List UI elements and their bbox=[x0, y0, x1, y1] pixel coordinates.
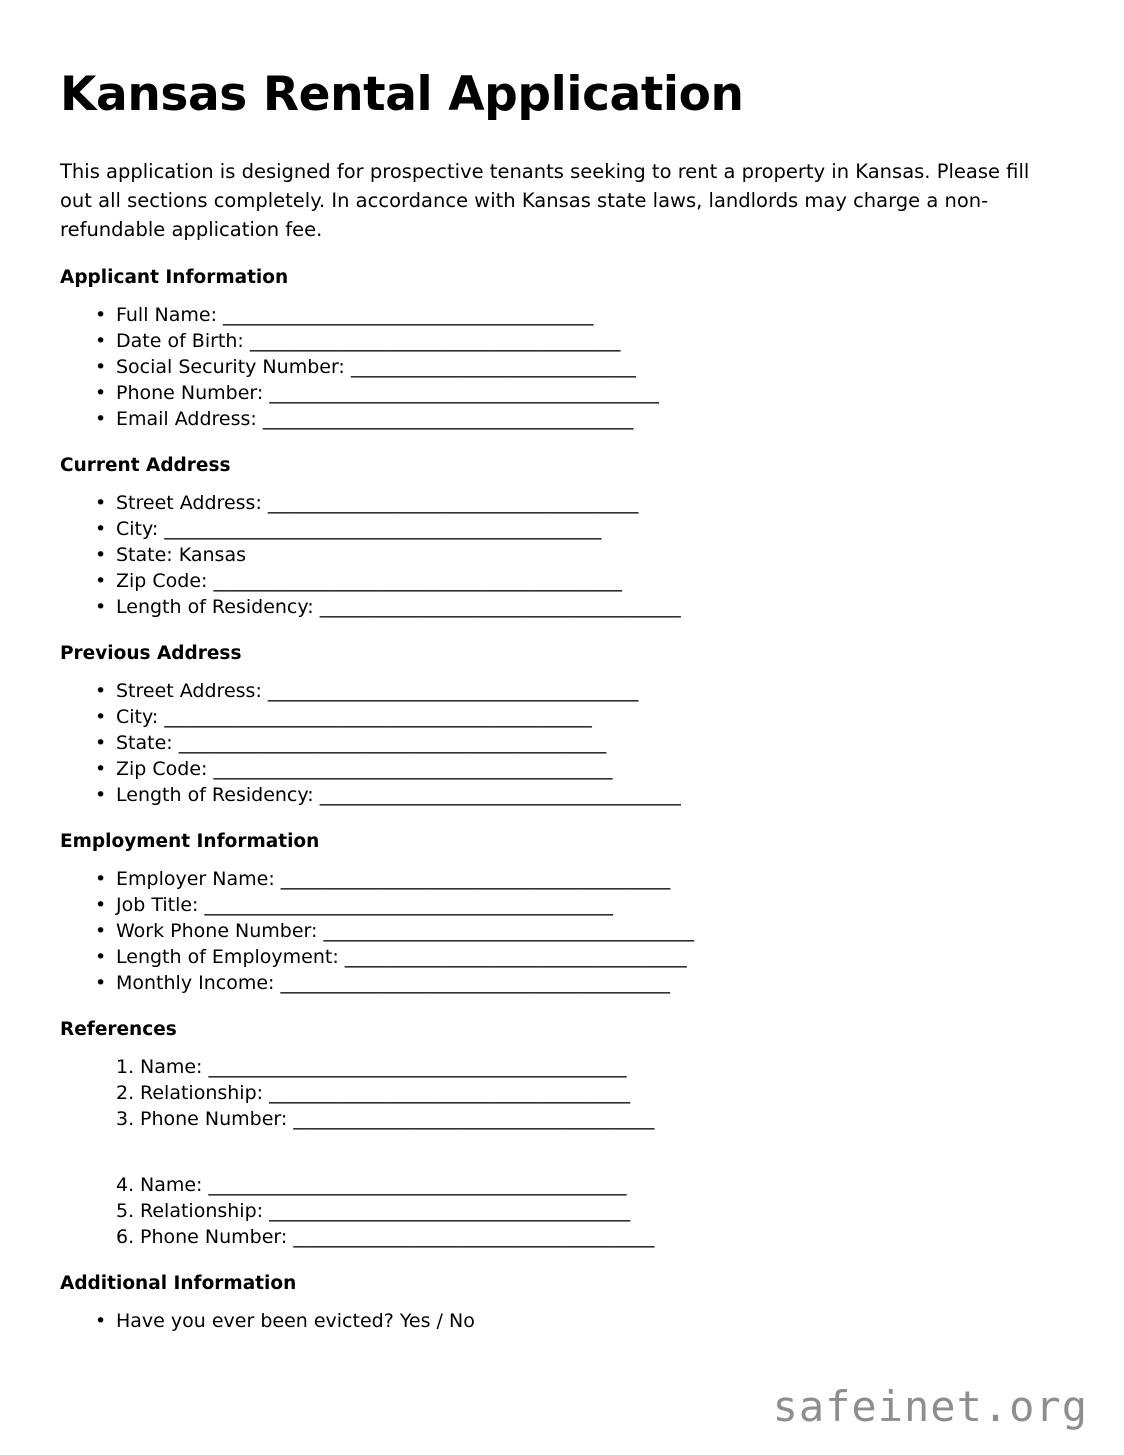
section-heading-references: References bbox=[60, 1018, 177, 1040]
references-group-separator bbox=[60, 1132, 1064, 1158]
bullet-icon: • bbox=[95, 543, 107, 566]
list-item bbox=[95, 704, 1064, 730]
field-blank-line[interactable]: _______________________________________ bbox=[323, 919, 694, 942]
section-heading-employment-information: Employment Information bbox=[60, 830, 320, 852]
bullet-icon: • bbox=[95, 705, 107, 728]
field-blank-line[interactable]: _________________________________________ bbox=[280, 971, 670, 994]
list-item bbox=[95, 302, 1064, 328]
field-label: Date of Birth: bbox=[116, 329, 244, 352]
field-label: Length of Residency: bbox=[116, 783, 314, 806]
bullet-icon: • bbox=[95, 303, 107, 326]
field-label: Employer Name: bbox=[116, 867, 275, 890]
bullet-icon: • bbox=[95, 355, 107, 378]
section-heading-applicant-information: Applicant Information bbox=[60, 266, 289, 288]
field-blank-line[interactable]: _______________________________________ bbox=[262, 407, 634, 430]
field-blank-line[interactable]: _______________________________________ bbox=[267, 679, 639, 702]
list-item bbox=[95, 328, 1064, 354]
bullet-icon: • bbox=[95, 381, 107, 404]
bullet-icon: • bbox=[95, 329, 107, 352]
list-item bbox=[95, 380, 1064, 406]
field-blank-line[interactable]: ______________________________________ bbox=[269, 1081, 631, 1104]
field-blank-line[interactable]: _________________________________________ bbox=[280, 867, 671, 890]
watermark: safeinet.org bbox=[772, 1382, 1088, 1431]
field-blank-line[interactable]: ___________________________________________ bbox=[213, 569, 622, 592]
field-label: Social Security Number: bbox=[116, 355, 345, 378]
list-item bbox=[95, 918, 1064, 944]
field-list-current-address bbox=[60, 490, 1064, 620]
bullet-icon: • bbox=[95, 867, 107, 890]
list-item bbox=[116, 1106, 1064, 1132]
field-blank-line[interactable]: ____________________________________ bbox=[344, 945, 687, 968]
bullet-icon: • bbox=[95, 1309, 107, 1332]
field-blank-line[interactable]: ____________________________________________ bbox=[208, 1055, 627, 1078]
list-number: 1. bbox=[116, 1055, 135, 1078]
field-label: City: bbox=[116, 705, 159, 728]
section-heading-current-address: Current Address bbox=[60, 454, 231, 476]
field-label: State: bbox=[116, 731, 173, 754]
field-label: Zip Code: bbox=[116, 757, 208, 780]
section-heading-previous-address: Previous Address bbox=[60, 642, 242, 664]
list-item bbox=[95, 866, 1064, 892]
list-item bbox=[95, 594, 1064, 620]
field-label: Work Phone Number: bbox=[116, 919, 318, 942]
field-label: Street Address: bbox=[116, 679, 262, 702]
bullet-icon: • bbox=[95, 971, 107, 994]
field-label: Name: bbox=[140, 1055, 203, 1078]
field-blank-line[interactable]: ______________________________________ bbox=[269, 1199, 631, 1222]
bullet-icon: • bbox=[95, 491, 107, 514]
field-label: Full Name: bbox=[116, 303, 217, 326]
list-item bbox=[116, 1080, 1064, 1106]
field-list-references-group-two bbox=[60, 1172, 1064, 1250]
page-title: Kansas Rental Application bbox=[60, 67, 744, 122]
field-blank-line[interactable]: _________________________________________ bbox=[269, 381, 659, 404]
field-label: State: Kansas bbox=[116, 543, 246, 566]
list-item bbox=[95, 944, 1064, 970]
bullet-icon: • bbox=[95, 407, 107, 430]
list-item bbox=[116, 1172, 1064, 1198]
field-blank-line[interactable]: _______________________________________ bbox=[223, 303, 594, 326]
field-label: Relationship: bbox=[140, 1199, 264, 1222]
field-label: Job Title: bbox=[116, 893, 199, 916]
field-blank-line[interactable]: _______________________________________ bbox=[267, 491, 639, 514]
list-number: 3. bbox=[116, 1107, 135, 1130]
field-label: Name: bbox=[140, 1173, 203, 1196]
field-label: Zip Code: bbox=[116, 569, 208, 592]
field-label: Relationship: bbox=[140, 1081, 264, 1104]
intro-paragraph: This application is designed for prospective tenants seeking to rent a property in Kansas. Please fill out all sections completely. In accordance with Kansas state laws, landlords may charge a non-refundable application fee. bbox=[60, 159, 1030, 241]
bullet-icon: • bbox=[95, 757, 107, 780]
field-blank-line[interactable]: ___________________________________________ bbox=[204, 893, 613, 916]
list-item bbox=[95, 730, 1064, 756]
bullet-icon: • bbox=[95, 919, 107, 942]
bullet-icon: • bbox=[95, 945, 107, 968]
field-label: Email Address: bbox=[116, 407, 257, 430]
bullet-icon: • bbox=[95, 679, 107, 702]
field-list-references-group-one bbox=[60, 1054, 1064, 1132]
field-blank-line[interactable]: ______________________________________________ bbox=[164, 517, 602, 540]
field-label: Phone Number: bbox=[140, 1107, 288, 1130]
field-label: Have you ever been evicted? Yes / No bbox=[116, 1309, 475, 1332]
list-item bbox=[95, 406, 1064, 432]
field-label: Length of Residency: bbox=[116, 595, 314, 618]
section-heading-additional-information: Additional Information bbox=[60, 1272, 297, 1294]
bullet-icon: • bbox=[95, 783, 107, 806]
list-item bbox=[116, 1198, 1064, 1224]
field-blank-line[interactable]: ____________________________________________ bbox=[208, 1173, 627, 1196]
field-label: Phone Number: bbox=[116, 381, 264, 404]
list-number: 4. bbox=[116, 1173, 135, 1196]
field-list-employment-information bbox=[60, 866, 1064, 996]
bullet-icon: • bbox=[95, 517, 107, 540]
list-item bbox=[95, 892, 1064, 918]
field-label: City: bbox=[116, 517, 159, 540]
list-item bbox=[116, 1224, 1064, 1250]
list-item bbox=[95, 1308, 1064, 1334]
bullet-icon: • bbox=[95, 595, 107, 618]
field-label: Length of Employment: bbox=[116, 945, 339, 968]
bullet-icon: • bbox=[95, 731, 107, 754]
field-blank-line[interactable]: ______________________________ bbox=[350, 355, 636, 378]
list-item bbox=[116, 1054, 1064, 1080]
field-blank-line[interactable]: ______________________________________ bbox=[319, 595, 681, 618]
field-blank-line[interactable]: _____________________________________________ bbox=[164, 705, 592, 728]
list-number: 5. bbox=[116, 1199, 135, 1222]
field-blank-line[interactable]: __________________________________________ bbox=[213, 757, 613, 780]
field-list-additional-information bbox=[60, 1308, 1064, 1334]
field-blank-line[interactable]: ______________________________________ bbox=[293, 1225, 655, 1248]
list-item bbox=[95, 490, 1064, 516]
list-item bbox=[95, 678, 1064, 704]
field-label: Street Address: bbox=[116, 491, 262, 514]
bullet-icon: • bbox=[95, 569, 107, 592]
field-blank-line[interactable]: ______________________________________ bbox=[293, 1107, 655, 1130]
list-item bbox=[95, 354, 1064, 380]
list-item bbox=[95, 756, 1064, 782]
field-label: Monthly Income: bbox=[116, 971, 275, 994]
list-number: 2. bbox=[116, 1081, 135, 1104]
field-list-previous-address bbox=[60, 678, 1064, 808]
field-blank-line[interactable]: _______________________________________ bbox=[249, 329, 621, 352]
field-blank-line[interactable]: ______________________________________ bbox=[319, 783, 681, 806]
bullet-icon: • bbox=[95, 893, 107, 916]
list-item bbox=[95, 970, 1064, 996]
list-item bbox=[95, 782, 1064, 808]
field-list-applicant-information bbox=[60, 302, 1064, 432]
list-item bbox=[95, 516, 1064, 542]
field-label: Phone Number: bbox=[140, 1225, 288, 1248]
list-item bbox=[95, 542, 1064, 568]
list-item bbox=[95, 568, 1064, 594]
field-blank-line[interactable]: _____________________________________________ bbox=[178, 731, 607, 754]
list-number: 6. bbox=[116, 1225, 135, 1248]
